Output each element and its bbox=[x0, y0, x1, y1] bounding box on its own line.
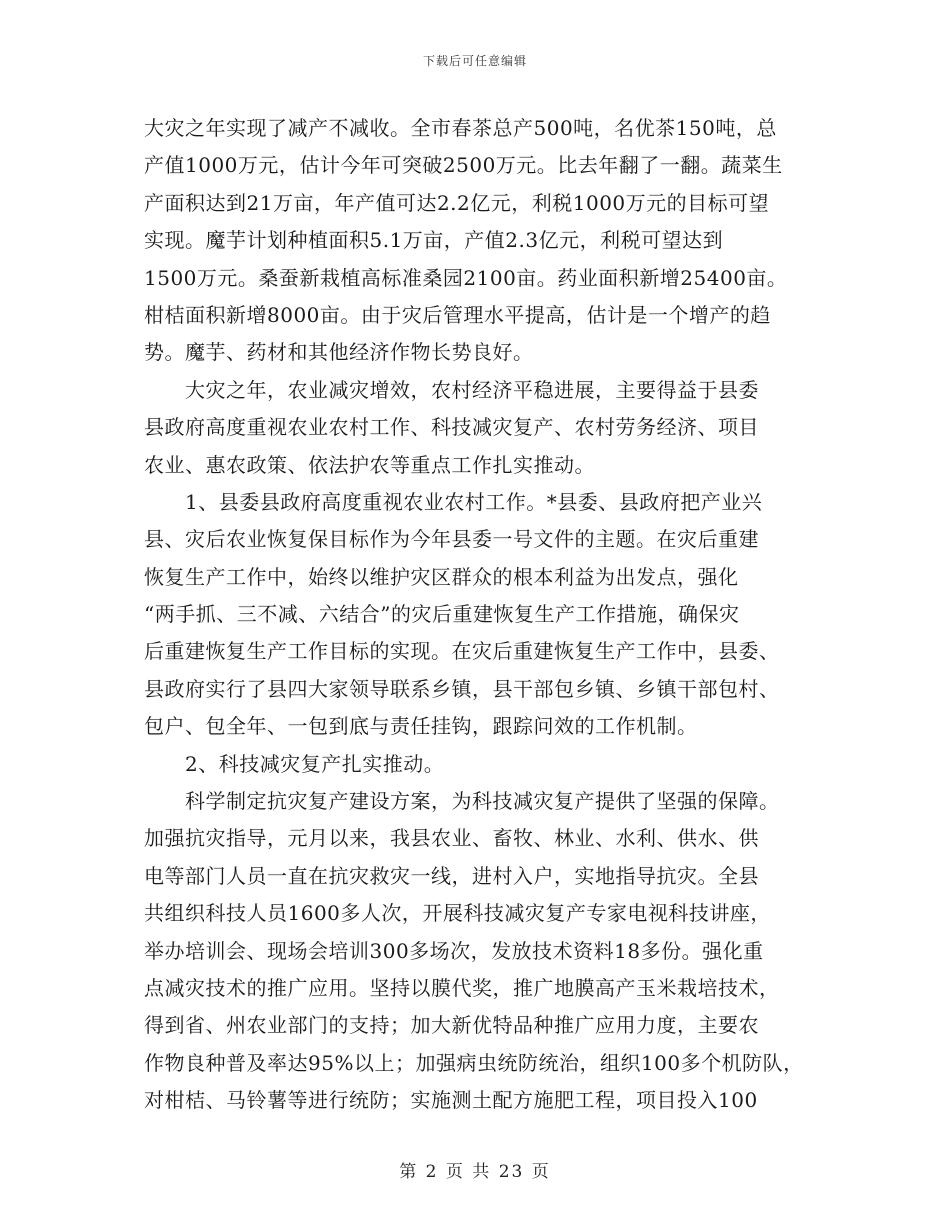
text-line: 作物良种普及率达95%以上；加强病虫统防统治，组织100多个机防队， bbox=[144, 1050, 804, 1075]
text-line: 加强抗灾指导，元月以来，我县农业、畜牧、林业、水利、供水、供 bbox=[144, 826, 759, 851]
text-line: 共组织科技人员1600多人次，开展科技减灾复产专家电视科技讲座， bbox=[144, 901, 771, 926]
text-line: 产面积达到21万亩，年产值可达2.2亿元，利税1000万元的目标可望 bbox=[144, 190, 770, 215]
text-line: 大灾之年实现了减产不减收。全市春茶总产500吨，名优茶150吨，总 bbox=[144, 116, 777, 140]
document-body bbox=[144, 110, 814, 1120]
text-line: 势。魔芋、药材和其他经济作物长势良好。 bbox=[144, 340, 534, 365]
text-line: 县政府高度重视农业农村工作、科技减灾复产、农村劳务经济、项目 bbox=[144, 415, 759, 440]
text-line: 2、科技减灾复产扎实推动。 bbox=[144, 751, 445, 776]
text-line: 点减灾技术的推广应用。坚持以膜代奖，推广地膜高产玉米栽培技术， bbox=[144, 975, 780, 1000]
text-line: 科学制定抗灾复产建设方案，为科技减灾复产提供了坚强的保障。 bbox=[144, 789, 780, 814]
text-line: 恢复生产工作中，始终以维护灾区群众的根本利益为出发点，强化 bbox=[144, 564, 739, 589]
text-line: 包户、包全年、一包到底与责任挂钩，跟踪问效的工作机制。 bbox=[144, 714, 698, 739]
text-line: 县、灾后农业恢复保目标作为今年县委一号文件的主题。在灾后重建 bbox=[144, 527, 759, 552]
text-line: 1、县委县政府高度重视农业农村工作。*县委、县政府把产业兴 bbox=[144, 489, 763, 514]
text-line: 得到省、州农业部门的支持；加大新优特品种推广应用力度，主要农 bbox=[144, 1013, 759, 1038]
text-line: 农业、惠农政策、依法护农等重点工作扎实推动。 bbox=[144, 452, 595, 477]
page-number-footer: 第 2 页 共 23 页 bbox=[399, 1162, 551, 1182]
text-line: 大灾之年，农业减灾增效，农村经济平稳进展，主要得益于县委 bbox=[144, 377, 759, 402]
text-line: 柑桔面积新增8000亩。由于灾后管理水平提高，估计是一个增产的趋 bbox=[144, 302, 771, 327]
text-line: 县政府实行了县四大家领导联系乡镇，县干部包乡镇、乡镇干部包村、 bbox=[144, 676, 780, 701]
text-line: 后重建恢复生产工作目标的实现。在灾后重建恢复生产工作中，县委、 bbox=[144, 639, 780, 664]
text-line: 1500万元。桑蚕新栽植高标准桑园2100亩。药业面积新增25400亩。 bbox=[144, 265, 788, 290]
text-line: 实现。魔芋计划种植面积5.1万亩，产值2.3亿元，利税可望达到 bbox=[144, 228, 724, 253]
text-line: 电等部门人员一直在抗灾救灾一线，进村入户，实地指导抗灾。全县 bbox=[144, 863, 759, 888]
text-line: 举办培训会、现场会培训300多场次，发放技术资料18多份。强化重 bbox=[144, 938, 764, 963]
page-header-note: 下载后可任意编辑 bbox=[422, 54, 527, 68]
text-line: 对柑桔、马铃薯等进行统防；实施测土配方施肥工程，项目投入100 bbox=[144, 1088, 758, 1113]
text-line: “两手抓、三不减、六结合”的灾后重建恢复生产工作措施，确保灾 bbox=[144, 602, 740, 627]
text-line: 产值1000万元，估计今年可突破2500万元。比去年翻了一翻。蔬菜生 bbox=[144, 153, 783, 178]
